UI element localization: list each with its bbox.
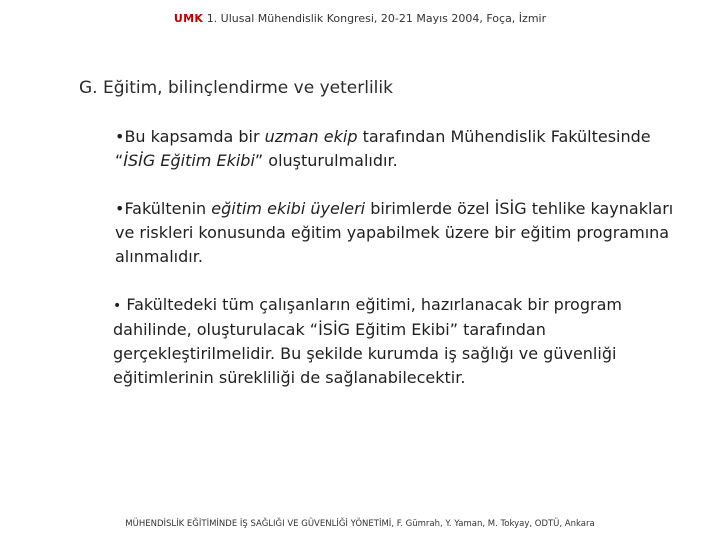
section-title: G. Eğitim, bilinçlendirme ve yeterlilik <box>79 78 393 98</box>
bullet-paragraph-1: •Bu kapsamda bir uzman ekip tarafından Mühendislik Fakültesinde “İSİG Eğitim Ekibi” oluşturulmalıdır. <box>115 127 651 170</box>
footer-citation: MÜHENDİSLİK EĞİTİMİNDE İŞ SAĞLIĞI VE GÜVENLİĞİ YÖNETİMİ, F. Gümrah, Y. Yaman, M. Tokyay, ODTÜ, Ankara <box>125 519 595 529</box>
bullet-marker: • <box>113 298 122 314</box>
conference-title: 1. Ulusal Mühendislik Kongresi, 20-21 Mayıs 2004, Foça, İzmir <box>206 12 547 25</box>
bullet-marker: • <box>115 199 125 218</box>
bullet-paragraph-2: •Fakültenin eğitim ekibi üyeleri birimlerde özel İSİG tehlike kaynakları ve riskleri konusunda eğitim yapabilmek üzere bir eğitim programına alınmalıdır. <box>115 199 674 266</box>
bullet-marker: • <box>115 127 125 146</box>
bullet-paragraph-3: • Fakültedeki tüm çalışanların eğitimi, hazırlanacak bir program dahilinde, oluşturulacak “İSİG Eğitim Ekibi” tarafından gerçekleştirilmelidir. Bu şekilde kurumda iş sağlığı ve güvenliği eğitimlerinin sürekliliği de sağlanabilecektir. <box>113 295 622 387</box>
umk-logo: UMK <box>173 12 204 25</box>
conference-header <box>0 12 720 25</box>
